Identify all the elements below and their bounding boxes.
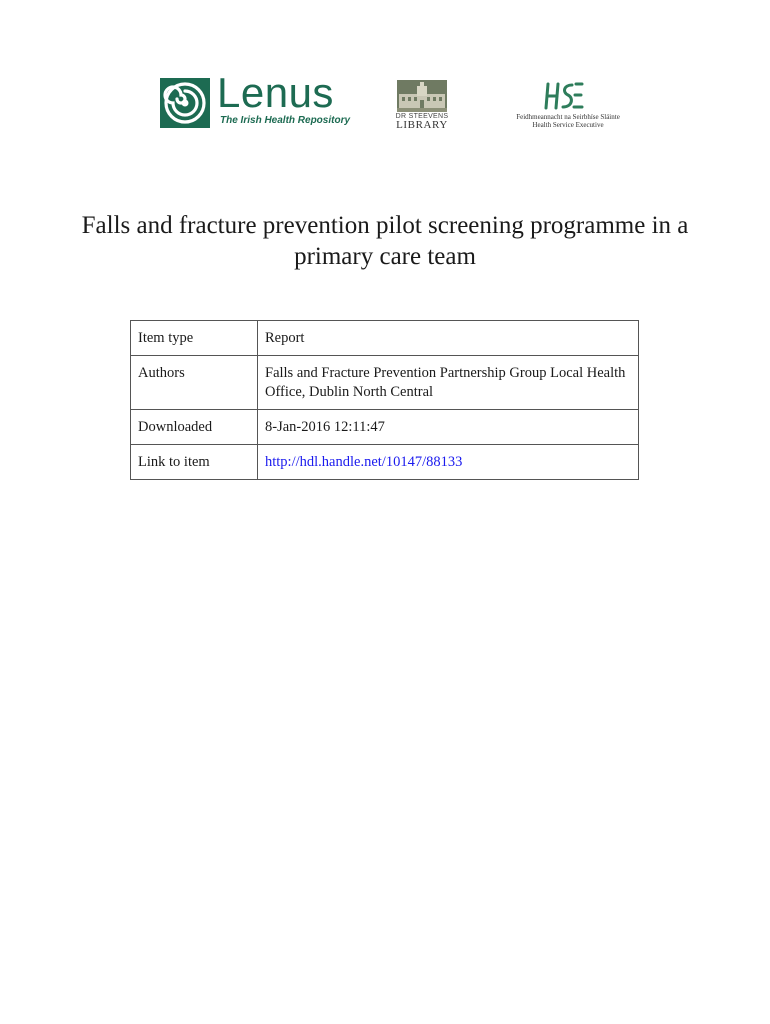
hse-monogram-icon [542, 80, 584, 112]
lenus-tagline: The Irish Health Repository [220, 115, 351, 126]
library-name-line2: LIBRARY [396, 119, 448, 131]
dr-steevens-library-logo [394, 80, 450, 130]
authors-value: Falls and Fracture Prevention Partnership Group Local Health Office, Dublin North Central [258, 356, 639, 410]
table-row [131, 321, 639, 356]
hse-logo [514, 80, 624, 132]
item-type-label: Item type [131, 321, 258, 356]
library-name-line1: DR STEEVENS [395, 113, 449, 120]
table-row [131, 356, 639, 410]
lenus-logo [160, 69, 351, 130]
metadata-table [130, 320, 639, 480]
table-row [131, 445, 639, 480]
item-link[interactable]: http://hdl.handle.net/10147/88133 [265, 454, 463, 470]
downloaded-value: 8-Jan-2016 12:11:47 [258, 410, 639, 445]
hse-irish-name: Feidhmeannacht na Seirbhíse Sláinte [516, 113, 620, 121]
library-building-icon [397, 80, 447, 112]
hse-english-name: Health Service Executive [532, 121, 604, 129]
logo-header [0, 0, 770, 140]
document-title: Falls and fracture prevention pilot screening programme in a primary care team [81, 212, 689, 270]
downloaded-label: Downloaded [131, 410, 258, 445]
item-type-value: Report [258, 321, 639, 356]
lenus-spiral-icon [160, 78, 210, 128]
lenus-wordmark: Lenus [217, 69, 334, 116]
authors-label: Authors [131, 356, 258, 410]
table-row [131, 410, 639, 445]
link-to-item-label: Link to item [131, 445, 258, 480]
link-to-item-cell [258, 445, 639, 480]
